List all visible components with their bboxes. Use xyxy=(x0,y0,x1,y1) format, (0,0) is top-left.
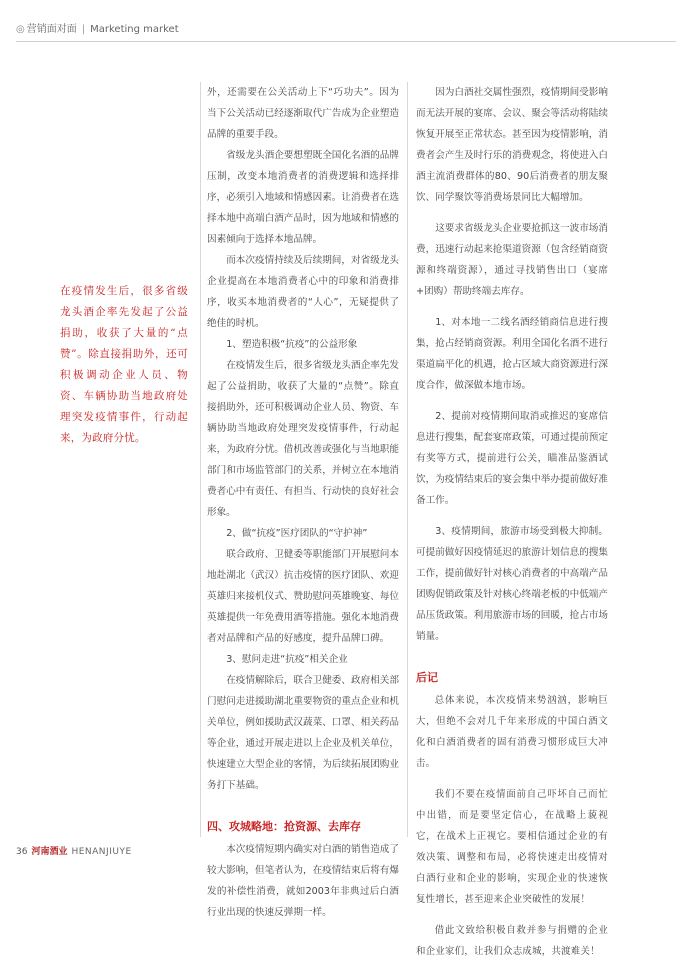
magazine-logo-en: HENANJIUYE xyxy=(71,847,132,857)
header-rule xyxy=(16,41,676,42)
paragraph: 在疫情发生后，很多省级龙头酒企率先发起了公益捐助，收获了大量的“点赞”。除直接捐助外，还可积极调动企业人员、物资、车辆协助当地政府处理突发疫情事件，行动起来，为政府分忧。借机改善或强化与当地职能部门和市场监管部门的关系，并树立在本地消费者心中有责任、有担当、行动快的良好社会形象。 xyxy=(207,360,399,518)
column-divider-left xyxy=(200,82,201,837)
header-circle-icon: ◎ xyxy=(16,24,25,35)
article-column-right xyxy=(416,82,608,962)
section-title-en: Marketing market xyxy=(90,24,179,35)
pull-quote: 在疫情发生后，很多省级龙头酒企率先发起了公益捐助，收获了大量的“点赞”。除直接捐助外，还可积极调动企业人员、物资、车辆协助当地政府处理突发疫情事件，行动起来，为政府分忧。 xyxy=(60,285,188,444)
header-separator: | xyxy=(81,24,86,35)
subheading: 1、塑造积极“抗疫”的公益形象 xyxy=(226,339,358,350)
subheading: 3、慰问走进“抗疫”相关企业 xyxy=(226,654,348,665)
article-column-middle xyxy=(207,82,399,923)
page-header xyxy=(16,20,676,40)
afterword-paragraph: 我们不要在疫情面前自己吓坏自己而忙中出错，而是要坚定信心，在战略上藐视它，在战术上正视它。要相信通过企业的有效决策、调整和布局，必将快速走出疫情对白酒行业和企业的影响，实现企业的快速恢复性增长，甚至迎来企业突破性的发展！ xyxy=(416,789,608,905)
afterword-paragraph: 借此文致给积极自救并参与捐赠的企业和企业家们，让我们众志成城，共渡难关！ xyxy=(416,925,608,957)
subheading: 2、做“抗疫”医疗团队的“守护神” xyxy=(226,528,368,539)
paragraph: 本次疫情短期内确实对白酒的销售造成了较大影响，但笔者认为，在疫情结束后将有爆发的补偿性消费，就如2003年非典过后白酒行业出现的快速反弹期一样。 xyxy=(207,844,399,918)
page-footer xyxy=(16,844,132,860)
paragraph: 外，还需要在公关活动上下“巧功夫”。因为当下公关活动已经逐渐取代广告成为企业塑造品牌的重要手段。 xyxy=(207,87,399,140)
paragraph: 在疫情解除后，联合卫健委、政府相关部门慰问走进援助湖北重要物资的重点企业和机关单位，例如援助武汉蔬菜、口罩、相关药品等企业，通过开展走进以上企业及机关单位，快速建立大型企业的客情，为后续拓展团购业务打下基础。 xyxy=(207,675,399,791)
paragraph: 而本次疫情持续及后续期间，对省级龙头企业提高在本地消费者心中的印象和消费排序，收买本地消费者的“人心”，无疑提供了绝佳的时机。 xyxy=(207,255,399,329)
section-heading: 四、攻城略地：抢资源、去库存 xyxy=(207,820,361,833)
paragraph: 1、对本地一二线名酒经销商信息进行搜集，抢占经销商资源。利用全国化名酒不进行渠道扁平化的机遇，抢占区域大商资源进行深度合作，做深做本地市场。 xyxy=(416,317,608,391)
section-title-cn: 营销面对面 xyxy=(26,24,77,35)
column-divider-right xyxy=(407,82,408,837)
afterword-heading: 后记 xyxy=(416,671,438,684)
paragraph: 联合政府、卫健委等职能部门开展慰问本地赴湖北（武汉）抗击疫情的医疗团队、欢迎英雄归来接机仪式、赞助慰问英雄晚宴、每位英雄提供一年免费用酒等措施。强化本地消费者对品牌和产品的好感度，提升品牌口碑。 xyxy=(207,549,399,644)
page-number: 36 xyxy=(16,847,28,857)
paragraph: 这要求省级龙头企业要抢抓这一波市场消费，迅速行动起来抢渠道资源（包含经销商资源和终端资源），通过寻找销售出口（宴席+团购）帮助终端去库存。 xyxy=(416,223,608,297)
afterword-paragraph: 总体来说，本次疫情来势汹汹，影响巨大，但绝不会对几千年来形成的中国白酒文化和白酒消费者的固有消费习惯形成巨大冲击。 xyxy=(416,695,608,769)
paragraph: 因为白酒社交属性强烈，疫情期间受影响而无法开展的宴席、会议、聚会等活动将陆续恢复开展至正常状态。甚至因为疫情影响，消费者会产生及时行乐的消费观念，将使进入白酒主流消费群体的80、90后消费者的朋友聚饮、同学聚饮等消费场景同比大幅增加。 xyxy=(416,87,608,203)
paragraph: 3、疫情期间，旅游市场受到极大抑制。可提前做好因疫情延迟的旅游计划信息的搜集工作，提前做好针对核心消费者的中高端产品团购促销政策及针对核心终端老板的中低端产品压货政策。利用旅游市场的回暖，抢占市场销量。 xyxy=(416,526,608,642)
paragraph: 2、提前对疫情期间取消或推迟的宴席信息进行搜集，配套宴席政策，可通过提前预定有奖等方式，提前进行公关，瞄准品鉴酒试饮，为疫情结束后的宴会集中举办提前做好准备工作。 xyxy=(416,411,608,506)
magazine-logo-cn: 河南酒业 xyxy=(31,847,68,857)
paragraph: 省级龙头酒企要想塑既全国化名酒的品牌压制，改变本地消费者的消费逻辑和选择排序，必须引入地域和情感因素。让消费者在选择本地中高端白酒产品时，因为地域和情感的因素倾向于选择本地品牌。 xyxy=(207,150,399,245)
